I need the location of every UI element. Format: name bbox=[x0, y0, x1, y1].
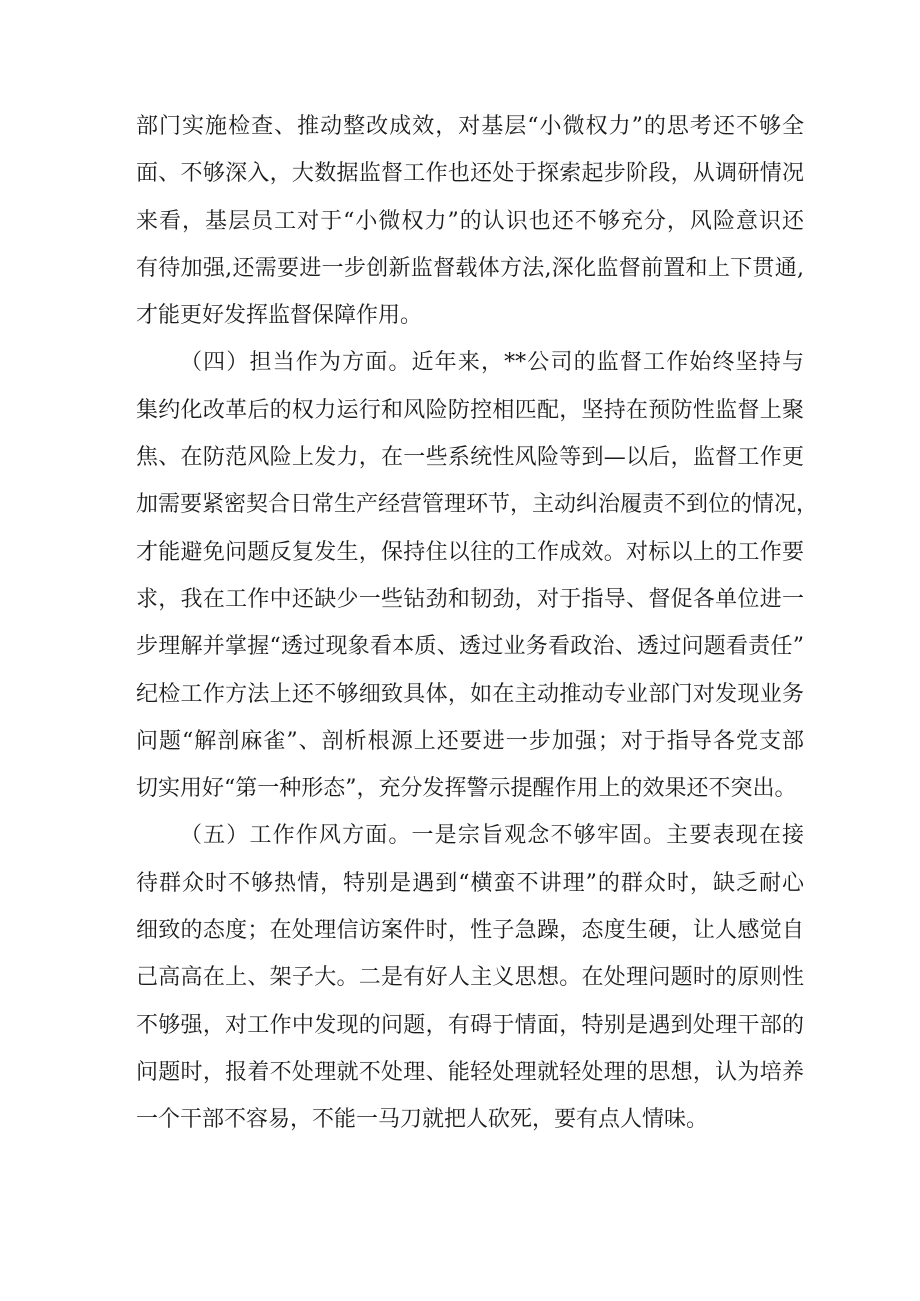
section-heading-line: （五）工作作风方面。一是宗旨观念不够牢固。主要表现在接 bbox=[180, 823, 804, 849]
text-line: 求，我在工作中还缺少一些钻劲和韧劲，对于指导、督促各单位进一 bbox=[136, 586, 804, 612]
text-line: 切实用好“第一种形态”，充分发挥警示提醒作用上的效果还不突出。 bbox=[136, 776, 797, 802]
text-line: 待群众时不够热情，特别是遇到“横蛮不讲理”的群众时，缺乏耐心 bbox=[136, 870, 804, 896]
text-line: 面、不够深入，大数据监督工作也还处于探索起步阶段，从调研情况 bbox=[136, 161, 804, 187]
text-line: 纪检工作方法上还不够细致具体，如在主动推动专业部门对发现业务 bbox=[136, 681, 804, 707]
text-line: 部门实施检查、推动整改成效，对基层“小微权力”的思考还不够全 bbox=[136, 114, 804, 139]
text-line: 有待加强,还需要进一步创新监督载体方法,深化监督前置和上下贯通, bbox=[136, 255, 804, 281]
text-line: 步理解并掌握“透过现象看本质、透过业务看政治、透过问题看责任” bbox=[136, 634, 804, 660]
text-line: 加需要紧密契合日常生产经营管理环节，主动纠治履责不到位的情况， bbox=[136, 492, 819, 518]
text-line: 焦、在防范风险上发力，在一些系统性风险等到—以后，监督工作更 bbox=[136, 445, 804, 471]
text-line: 问题“解剖麻雀”、剖析根源上还要进一步加强；对于指导各党支部 bbox=[136, 728, 804, 754]
document-body bbox=[136, 103, 819, 1144]
text-line: 己高高在上、架子大。二是有好人主义思想。在处理问题时的原则性 bbox=[136, 965, 804, 991]
paragraph-section-5 bbox=[136, 812, 804, 1143]
text-line: 集约化改革后的权力运行和风险防控相匹配，坚持在预防性监督上聚 bbox=[136, 397, 804, 423]
text-line: 来看，基层员工对于“小微权力”的认识也还不够充分，风险意识还 bbox=[136, 208, 804, 234]
text-line: 问题时，报着不处理就不处理、能轻处理就轻处理的思想，认为培养 bbox=[136, 1059, 804, 1085]
text-line: 细致的态度；在处理信访案件时，性子急躁，态度生硬，让人感觉自 bbox=[136, 918, 804, 944]
text-line: 才能避免问题反复发生，保持住以往的工作成效。对标以上的工作要 bbox=[136, 539, 804, 565]
paragraph-section-4 bbox=[136, 339, 819, 812]
text-line: 不够强，对工作中发现的问题，有碍于情面，特别是遇到处理干部的 bbox=[136, 1012, 804, 1038]
text-line: 一个干部不容易，不能一马刀就把人砍死，要有点人情味。 bbox=[136, 1107, 709, 1133]
paragraph-continuation bbox=[136, 103, 804, 339]
section-heading-line: （四）担当作为方面。近年来，**公司的监督工作始终坚持与 bbox=[180, 350, 804, 376]
text-line: 才能更好发挥监督保障作用。 bbox=[136, 303, 423, 329]
